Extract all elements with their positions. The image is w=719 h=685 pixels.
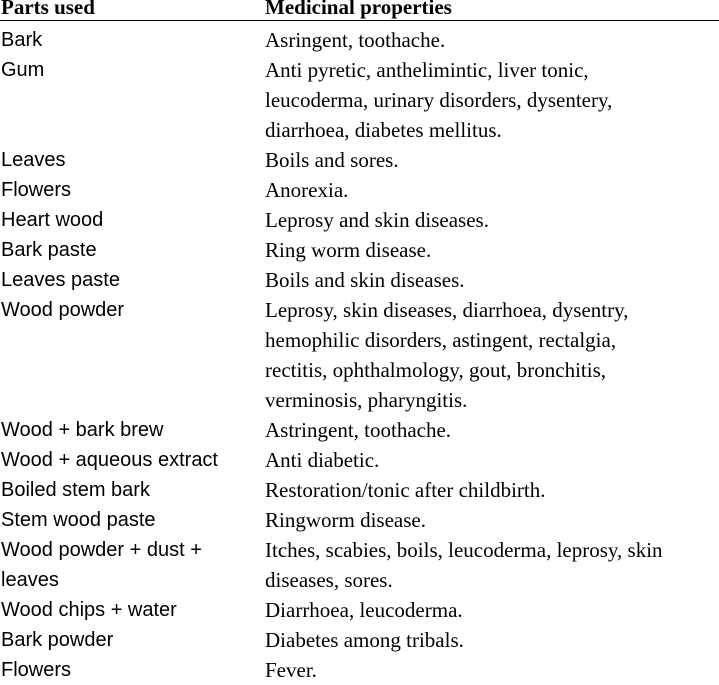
table-row — [0, 535, 719, 595]
medicinal-properties-cell — [265, 625, 719, 655]
medicinal-properties-text: Anti diabetic. — [265, 448, 380, 472]
medicinal-properties-text: Anorexia. — [265, 178, 349, 202]
part-used-cell — [0, 475, 265, 505]
medicinal-properties-text: Astringent, toothache. — [265, 418, 452, 442]
part-used-cell — [0, 175, 265, 205]
table-row — [0, 175, 719, 205]
part-used-text: Gum — [1, 59, 45, 81]
table-row — [0, 415, 719, 445]
part-used-cell — [0, 265, 265, 295]
medicinal-properties-cell — [265, 145, 719, 175]
part-used-cell — [0, 205, 265, 235]
part-used-text: Bark powder — [1, 629, 114, 651]
medicinal-properties-text: Boils and skin diseases. — [265, 268, 465, 292]
medicinal-properties-cell — [265, 25, 719, 55]
medicinal-properties-cell — [265, 475, 719, 505]
part-used-cell — [0, 595, 265, 625]
part-used-text: Wood chips + water — [1, 599, 177, 621]
medicinal-properties-cell — [265, 595, 719, 625]
table-row — [0, 235, 719, 265]
part-used-text: Heart wood — [1, 209, 104, 231]
part-used-text: Bark — [1, 29, 43, 51]
table-row — [0, 25, 719, 55]
medicinal-properties-text: Diarrhoea, leucoderma. — [265, 598, 463, 622]
medicinal-properties-text: Itches, scabies, boils, leucoderma, leprosy, skin — [265, 538, 663, 562]
header-medicinal-properties: Medicinal properties — [265, 0, 452, 19]
part-used-text: Flowers — [1, 659, 72, 681]
part-used-text: Flowers — [1, 179, 72, 201]
part-used-text: Wood + aqueous extract — [1, 449, 218, 471]
part-used-cell — [0, 625, 265, 655]
medicinal-properties-text: diseases, sores. — [265, 568, 393, 592]
part-used-cell — [0, 415, 265, 445]
medicinal-properties-cell — [265, 55, 719, 145]
medicinal-properties-text: verminosis, pharyngitis. — [265, 388, 468, 412]
part-used-text: Boiled stem bark — [1, 479, 150, 501]
part-used-text: Wood powder — [1, 299, 125, 321]
part-used-text: Bark paste — [1, 239, 97, 261]
part-used-cell — [0, 235, 265, 265]
medicinal-properties-text: diarrhoea, diabetes mellitus. — [265, 118, 502, 142]
table-row — [0, 595, 719, 625]
medicinal-properties-text: Ring worm disease. — [265, 238, 432, 262]
medicinal-properties-cell — [265, 235, 719, 265]
medicinal-properties-text: leucoderma, urinary disorders, dysentery, — [265, 88, 613, 112]
part-used-cell — [0, 655, 265, 685]
medicinal-properties-cell — [265, 505, 719, 535]
part-used-cell — [0, 55, 265, 145]
medicinal-properties-text: Ringworm disease. — [265, 508, 426, 532]
part-used-text: Wood powder + dust + — [1, 539, 202, 561]
medicinal-properties-cell — [265, 535, 719, 595]
table-row — [0, 55, 719, 145]
part-used-text: Stem wood paste — [1, 509, 156, 531]
medicinal-properties-cell — [265, 415, 719, 445]
part-used-cell — [0, 535, 265, 595]
part-used-cell — [0, 295, 265, 415]
table-row — [0, 205, 719, 235]
table-row — [0, 265, 719, 295]
part-used-cell — [0, 145, 265, 175]
part-used-text: leaves — [1, 569, 59, 591]
part-used-text: Leaves — [1, 149, 66, 171]
medicinal-properties-cell — [265, 655, 719, 685]
table-row — [0, 145, 719, 175]
table-row — [0, 655, 719, 685]
table-row — [0, 295, 719, 415]
table-row — [0, 445, 719, 475]
medicinal-properties-text: Leprosy and skin diseases. — [265, 208, 489, 232]
table-body — [0, 25, 719, 685]
part-used-cell — [0, 445, 265, 475]
part-used-text: Wood + bark brew — [1, 419, 164, 441]
medicinal-properties-text: rectitis, ophthalmology, gout, bronchitis, — [265, 358, 607, 382]
part-used-text: Leaves paste — [1, 269, 120, 291]
part-used-cell — [0, 25, 265, 55]
medicinal-properties-cell — [265, 295, 719, 415]
medicinal-properties-cell — [265, 175, 719, 205]
medicinal-properties-text: hemophilic disorders, astingent, rectalgia, — [265, 328, 617, 352]
medicinal-properties-text: Fever. — [265, 658, 317, 682]
table-header-row — [0, 0, 719, 21]
medicinal-properties-text: Boils and sores. — [265, 148, 399, 172]
medicinal-properties-text: Restoration/tonic after childbirth. — [265, 478, 546, 502]
part-used-cell — [0, 505, 265, 535]
medicinal-properties-cell — [265, 205, 719, 235]
medicinal-properties-text: Anti pyretic, anthelimintic, liver tonic, — [265, 58, 589, 82]
medicinal-properties-text: Asringent, toothache. — [265, 28, 446, 52]
table-row — [0, 505, 719, 535]
table-row — [0, 625, 719, 655]
medicinal-properties-text: Leprosy, skin diseases, diarrhoea, dysentry, — [265, 298, 629, 322]
table-row — [0, 475, 719, 505]
medicinal-properties-text: Diabetes among tribals. — [265, 628, 464, 652]
medicinal-properties-cell — [265, 265, 719, 295]
header-parts-used: Parts used — [1, 0, 95, 19]
medicinal-properties-cell — [265, 445, 719, 475]
